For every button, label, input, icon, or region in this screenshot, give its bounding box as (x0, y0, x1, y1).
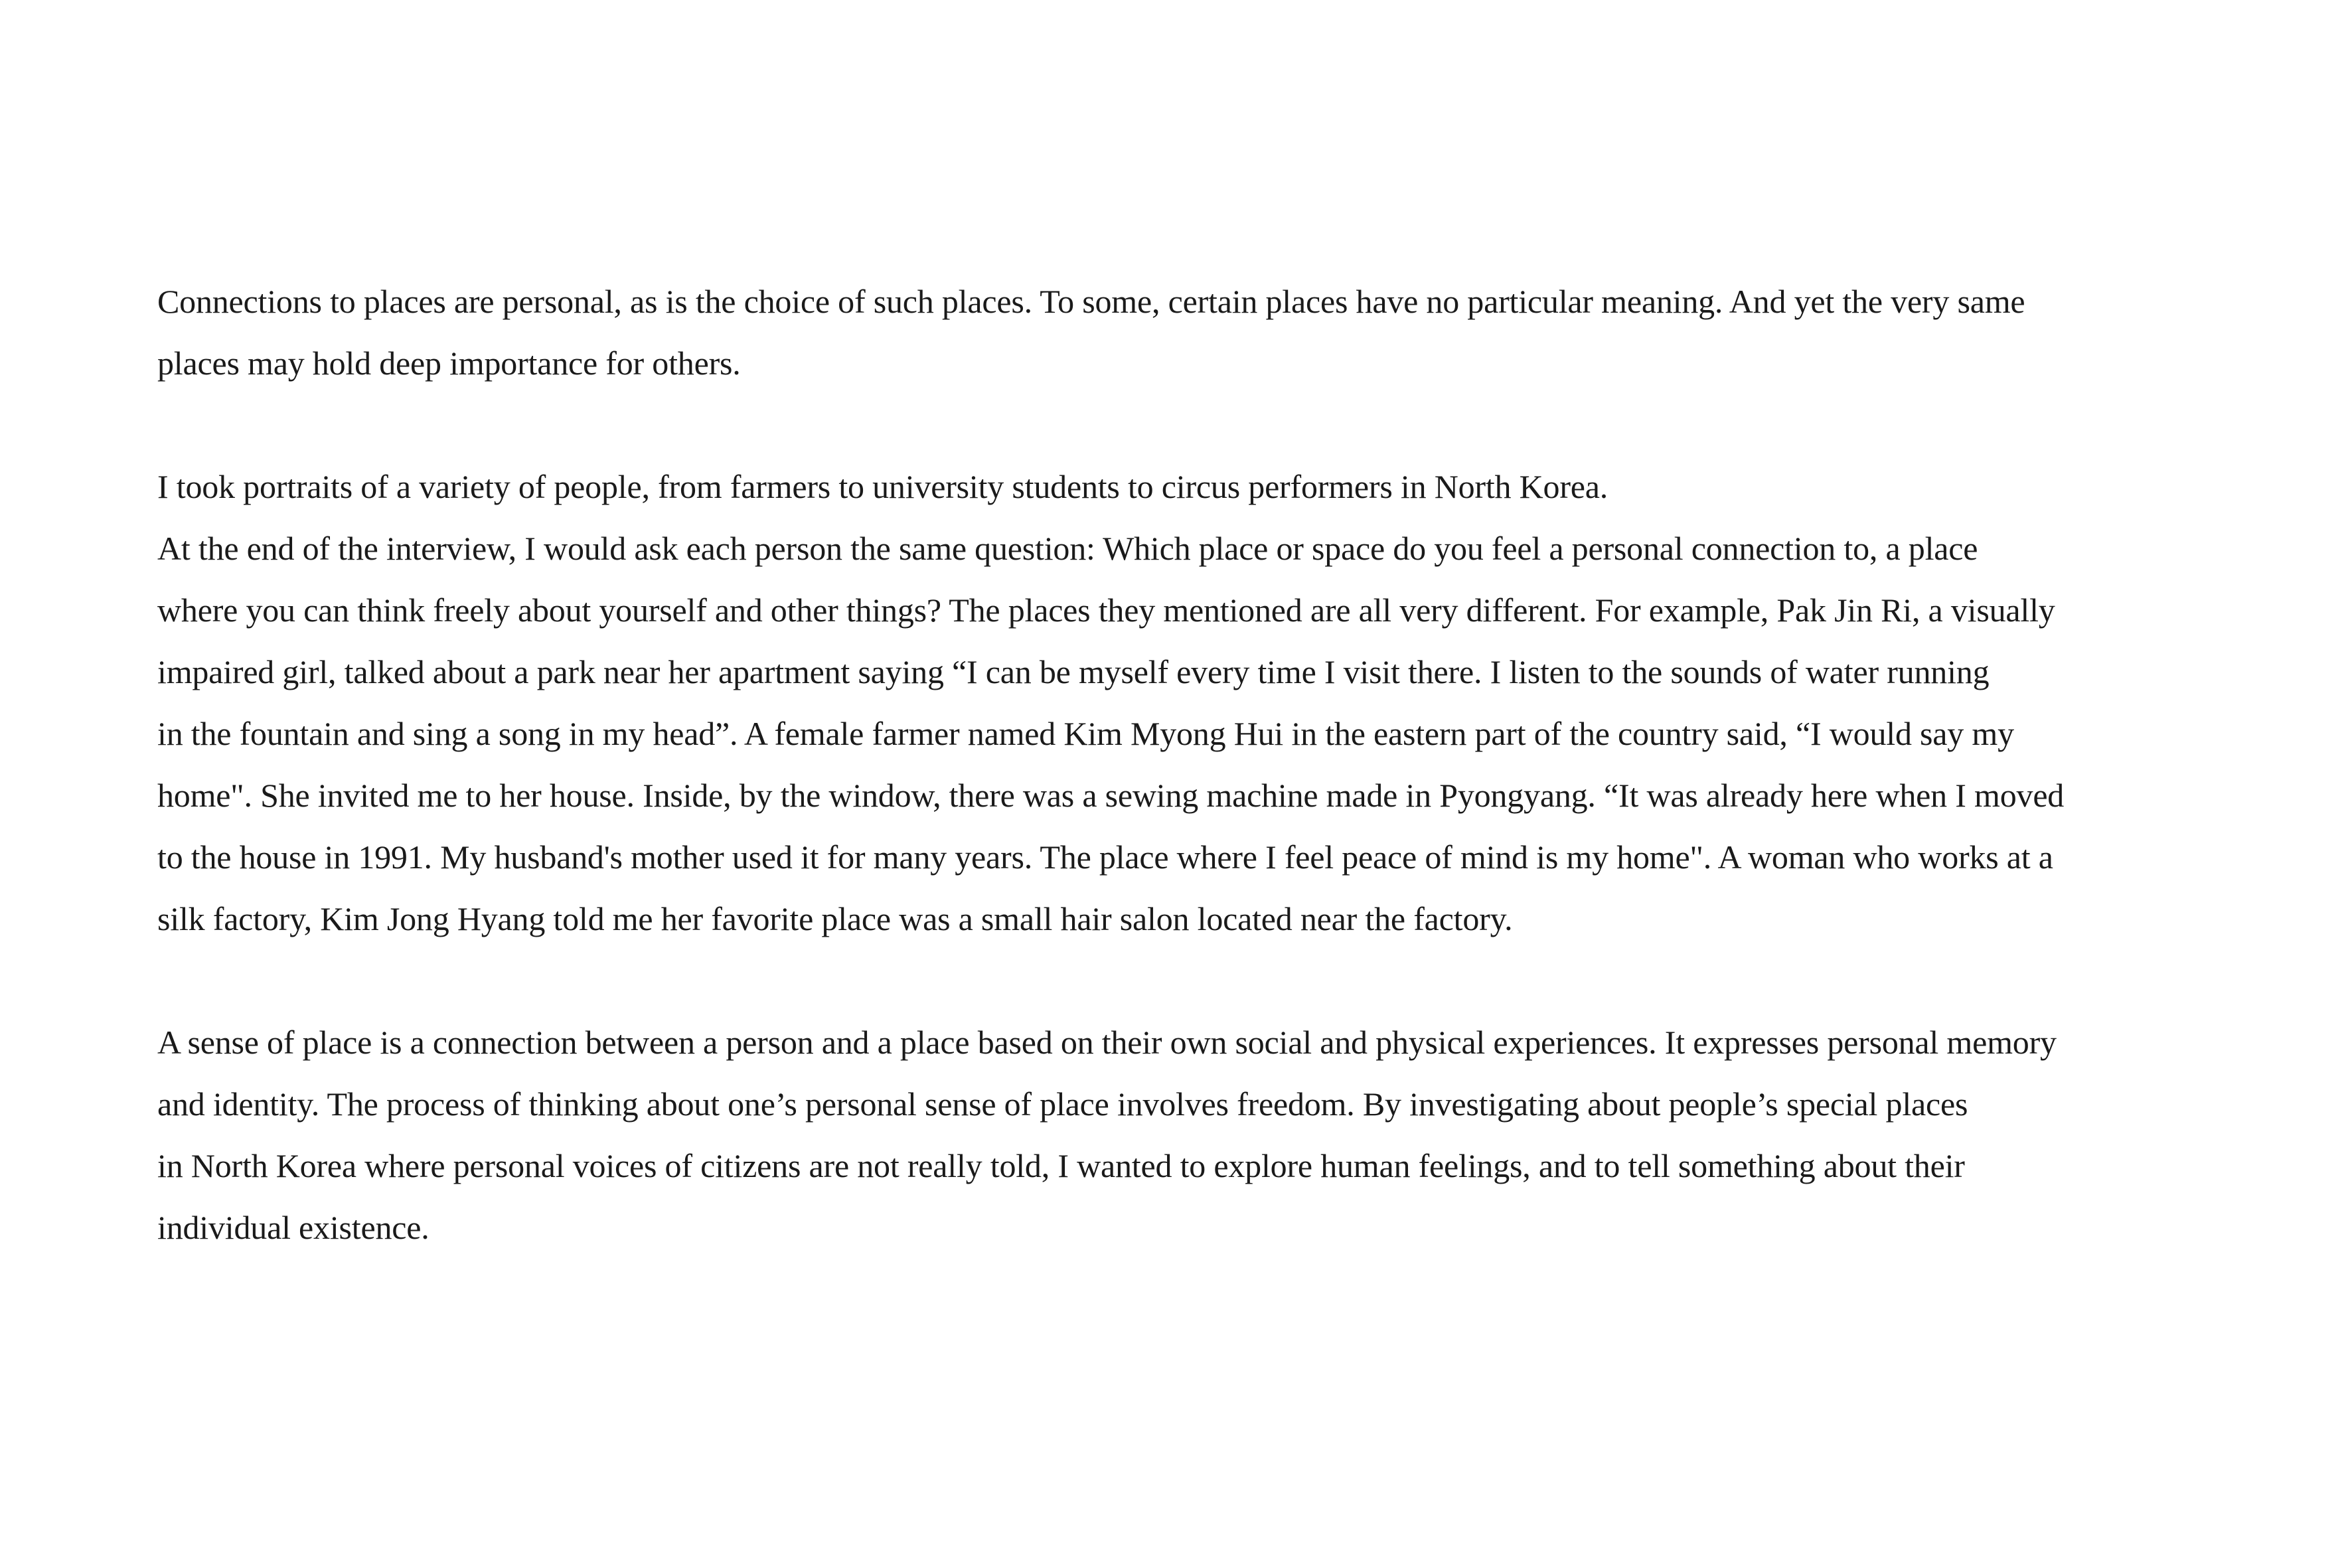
paragraph-spacer (157, 950, 2248, 1012)
text-line: Connections to places are personal, as is the choice of such places. To some, certain places have no particular meaning. And yet the very same (157, 283, 2025, 320)
paragraph-interviews (157, 456, 2248, 950)
paragraph-spacer (157, 394, 2248, 456)
text-line: home". She invited me to her house. Inside, by the window, there was a sewing machine made in Pyongyang. “It was already here when I moved (157, 777, 2065, 814)
text-line: individual existence. (157, 1209, 430, 1246)
body-text (157, 271, 2248, 1259)
text-line: in North Korea where personal voices of citizens are not really told, I wanted to explore human feelings, and to tell something about their (157, 1147, 1965, 1184)
text-line: to the house in 1991. My husband's mother used it for many years. The place where I feel peace of mind is my home". A woman who works at a (157, 838, 2053, 876)
text-line: A sense of place is a connection between a person and a place based on their own social and physical experiences. It expresses personal memory (157, 1024, 2057, 1061)
text-line: silk factory, Kim Jong Hyang told me her favorite place was a small hair salon located near the factory. (157, 900, 1513, 937)
paragraph-sense-of-place (157, 1012, 2248, 1259)
text-line: places may hold deep importance for others. (157, 345, 741, 382)
text-line: At the end of the interview, I would ask each person the same question: Which place or space do you feel a personal connection to, a place (157, 530, 1978, 567)
text-line: and identity. The process of thinking about one’s personal sense of place involves freedom. By investigating about people’s special places (157, 1085, 1968, 1123)
text-line: impaired girl, talked about a park near her apartment saying “I can be myself every time I visit there. I listen to the sounds of water running (157, 653, 1990, 690)
text-line: in the fountain and sing a song in my head”. A female farmer named Kim Myong Hui in the eastern part of the country said, “I would say my (157, 715, 2014, 752)
text-line: I took portraits of a variety of people, from farmers to university students to circus performers in North Korea. (157, 468, 1608, 505)
paragraph-intro (157, 271, 2248, 394)
text-line: where you can think freely about yourself and other things? The places they mentioned are all very different. For example, Pak Jin Ri, a visually (157, 591, 2055, 629)
